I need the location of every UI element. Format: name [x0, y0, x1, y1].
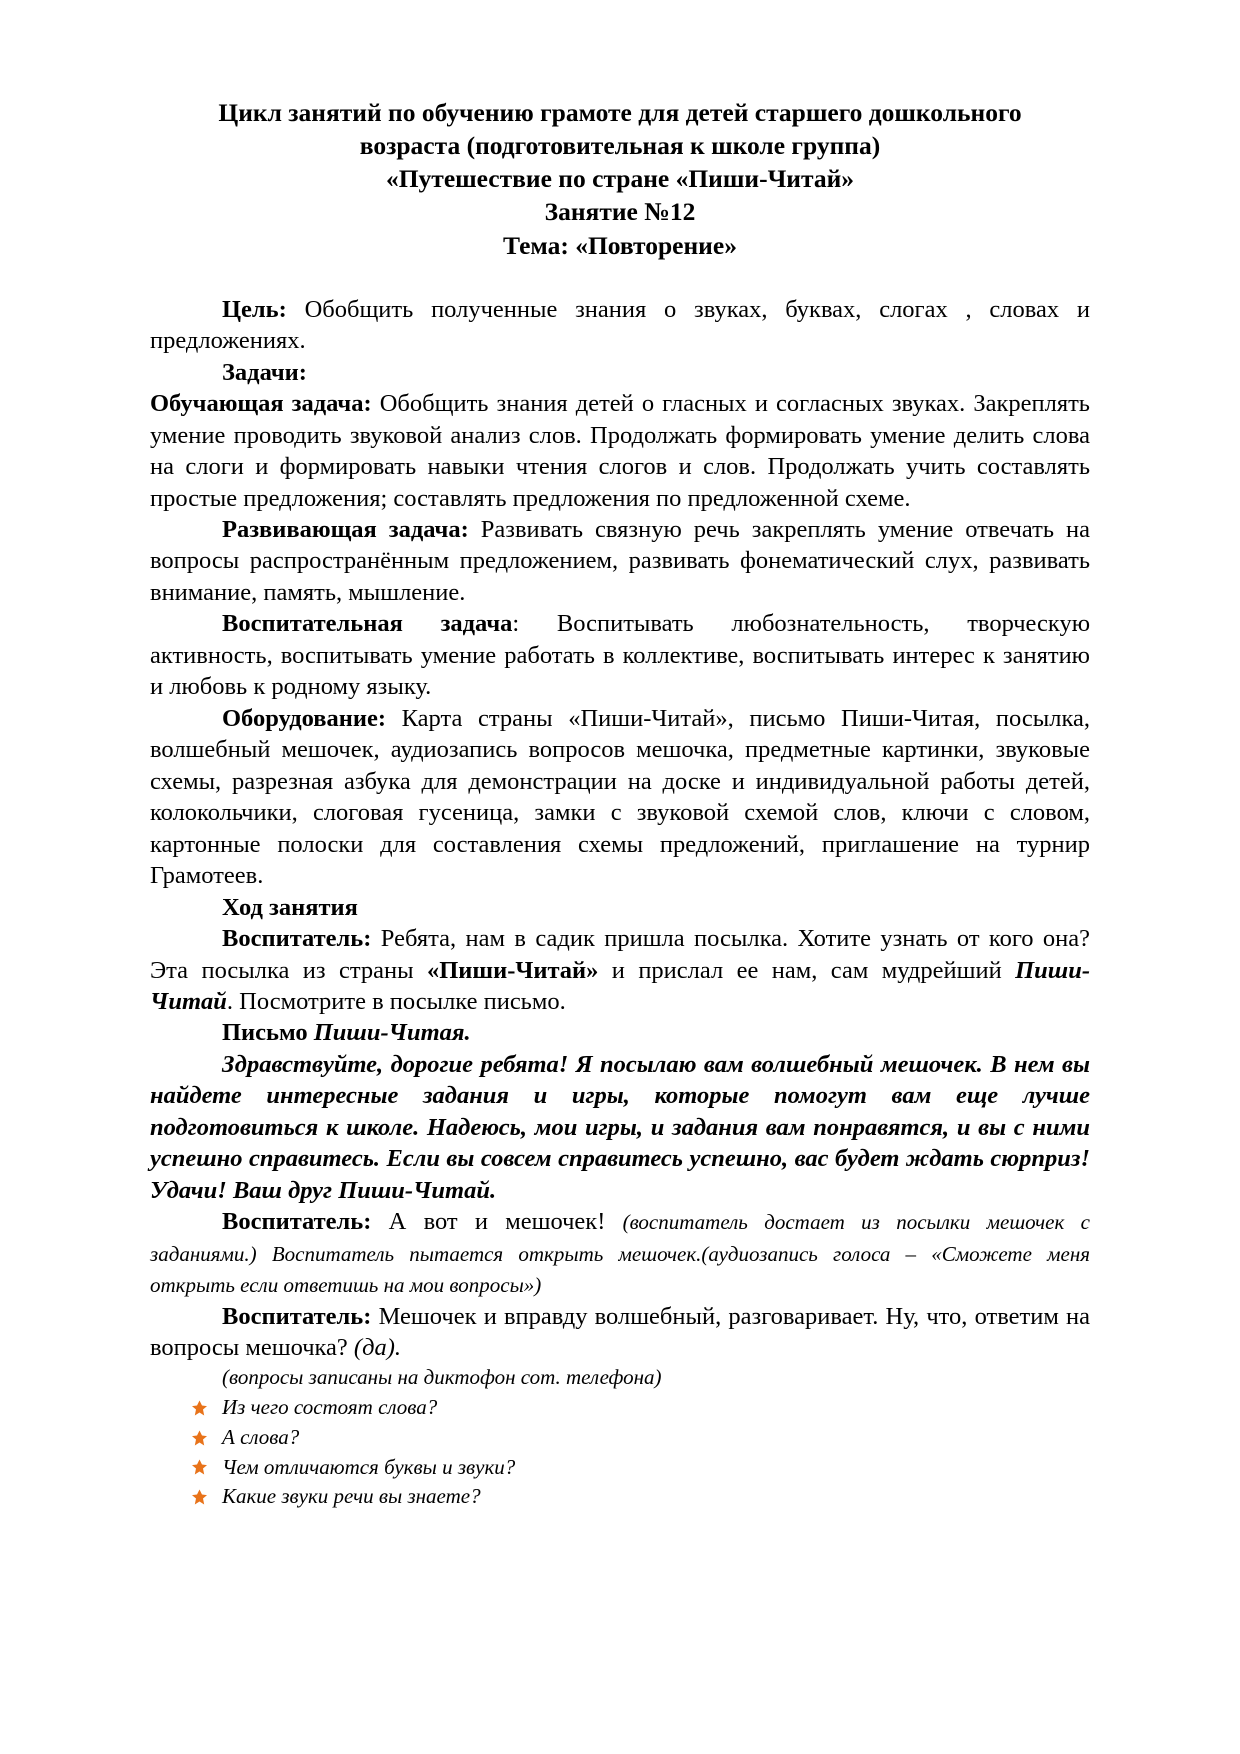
teacher-text-3: Мешочек и вправду волшебный, разговаривает. Ну, что, ответим на вопросы мешочка? — [150, 1302, 1090, 1362]
title-spacer — [150, 264, 1090, 294]
equipment-label: Оборудование: — [222, 704, 387, 732]
title-line-5: Тема: «Повторение» — [503, 230, 737, 260]
list-item — [150, 1453, 1090, 1483]
title-line-2: возраста (подготовительная к школе группа) — [359, 131, 881, 161]
question-text: Из чего состоят слова? — [222, 1394, 438, 1419]
teacher-label-2: Воспитатель: — [222, 1208, 372, 1236]
course-heading-label: Ход занятия — [222, 893, 358, 921]
list-item — [150, 1423, 1090, 1453]
educating-task-label: Воспитательная задача — [222, 610, 513, 638]
developing-task-paragraph — [150, 514, 1090, 608]
title-line-4: Занятие №12 — [544, 197, 696, 227]
letter-body: Здравствуйте, дорогие ребята! Я посылаю вам волшебный мешочек. В нем вы найдете интересные задания и игры, которые помогут вам еще лучше подготовиться к школе. Надеюсь, мои игры, и задания вам понравятся, и вы с ними успешно справитесь. Если вы совсем справитесь успешно, вас будет ждать сюрприз! Удачи! Ваш друг Пиши-Читай. — [150, 1050, 1090, 1204]
diamond-bullet-icon — [192, 1430, 207, 1445]
teacher-label-3: Воспитатель: — [222, 1302, 372, 1330]
stage-direction-1: (воспитатель достает из посылки мешочек с заданиями.) Воспитатель пытается открыть мешочек.(аудиозапись голоса – «Сможете меня открыть если ответишь на мои вопросы») — [150, 1210, 1090, 1298]
developing-task-text: Развивать связную речь закреплять умение отвечать на вопросы распространённым предложением, развивать фонематический слух, развивать внимание, память, мышление. — [150, 515, 1090, 606]
title-line-1: Цикл занятий по обучению грамоте для детей старшего дошкольного — [218, 98, 1022, 127]
developing-task-label: Развивающая задача: — [222, 515, 469, 543]
equipment-text: Карта страны «Пиши-Читай», письмо Пиши-Читая, посылка, волшебный мешочек, аудиозапись вопросов мешочка, предметные картинки, звуковые схемы, разрезная азбука для демонстрации на доске и индивидуальной работы детей, колокольчики, слоговая гусеница, замки с звуковой схемой слов, ключи с словом, картонные полоски для составления схемы предложений, приглашение на турнир Грамотеев. — [150, 704, 1090, 890]
diamond-bullet-icon — [192, 1400, 207, 1415]
teacher-text-3-italic-tail: (да). — [353, 1334, 402, 1362]
teacher-text-2: А вот и мешочек! — [371, 1208, 623, 1236]
teacher-dialogue-1 — [150, 923, 1090, 1017]
tasks-heading-label: Задачи: — [222, 358, 307, 386]
questions-list — [150, 1393, 1090, 1512]
document-title-block — [150, 96, 1090, 262]
diamond-bullet-icon — [192, 1490, 207, 1505]
diamond-bullet-icon — [192, 1460, 207, 1475]
country-name-bold: «Пиши-Читай» — [426, 956, 599, 984]
teacher-label-1: Воспитатель: — [222, 925, 372, 953]
letter-heading — [150, 1017, 1090, 1048]
equipment-paragraph — [150, 703, 1090, 892]
teaching-task-paragraph — [150, 388, 1090, 514]
title-line-3: «Путешествие по стране «Пиши-Читай» — [385, 164, 855, 194]
list-item — [150, 1393, 1090, 1423]
question-text: А слова? — [222, 1424, 300, 1449]
teacher-dialogue-2 — [150, 1206, 1090, 1300]
goal-text: Обобщить полученные знания о звуках, буквах, слогах , словах и предложениях. — [150, 295, 1090, 355]
teacher-text-1b: и прислал ее нам, сам мудрейший — [598, 956, 1016, 984]
questions-note: (вопросы записаны на диктофон сот. телефона) — [222, 1364, 662, 1389]
list-item — [150, 1482, 1090, 1512]
tasks-heading — [150, 357, 1090, 388]
teaching-task-text: Обобщить знания детей о гласных и согласных звуках. Закреплять умение проводить звуковой анализ слов. Продолжать формировать умение делить слова на слоги и формировать навыки чтения слогов и слов. Продолжать учить составлять простые предложения; составлять предложения по предложенной схеме. — [150, 390, 1090, 512]
letter-heading-label: Письмо — [222, 1019, 314, 1047]
teacher-text-1c: . Посмотрите в посылке письмо. — [226, 988, 566, 1016]
question-text: Чем отличаются буквы и звуки? — [222, 1454, 516, 1479]
teaching-task-label: Обучающая задача: — [150, 390, 372, 418]
goal-label: Цель: — [222, 295, 287, 323]
educating-task-paragraph — [150, 608, 1090, 702]
goal-paragraph — [150, 294, 1090, 357]
question-text: Какие звуки речи вы знаете? — [222, 1484, 481, 1509]
course-heading — [150, 892, 1090, 923]
teacher-dialogue-3 — [150, 1301, 1090, 1364]
teacher-text-1a: Ребята, нам в садик пришла посылка. Хотите узнать от кого она? Эта посылка из страны — [150, 925, 1090, 984]
letter-heading-name: Пиши-Читая. — [313, 1019, 471, 1047]
character-name-bolditalic: Пиши-Читай — [150, 956, 1091, 1016]
educating-task-text: : Воспитывать любознательность, творческую активность, воспитывать умение работать в коллективе, воспитывать интерес к занятию и любовь к родному языку. — [150, 610, 1090, 701]
